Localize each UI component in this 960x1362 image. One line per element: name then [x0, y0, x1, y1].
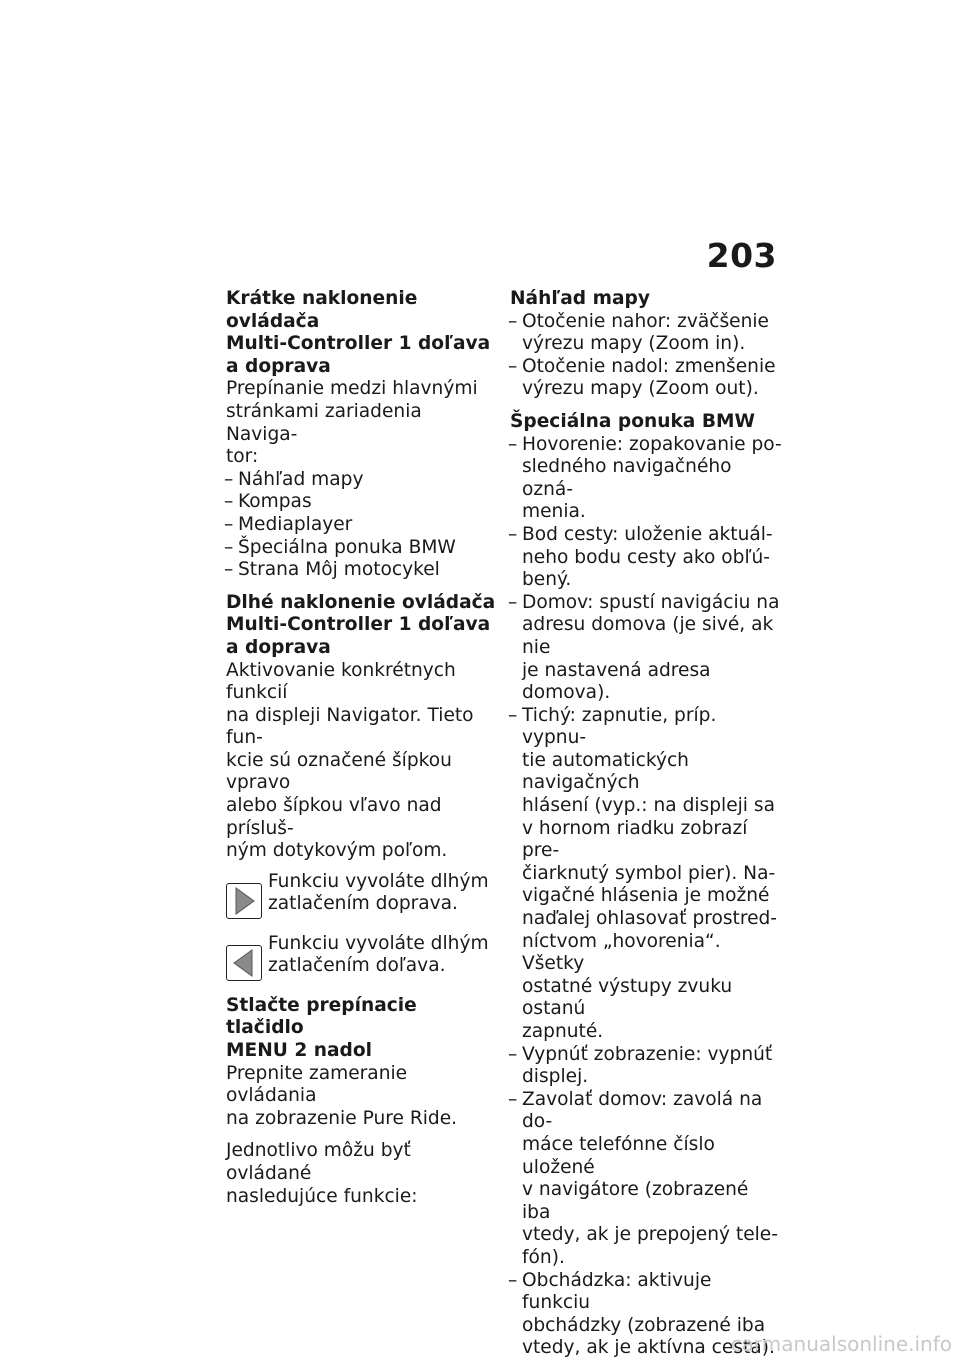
- text-line: kcie sú označené šípkou vpravo: [226, 749, 452, 794]
- text-line: je nastavená adresa domova).: [522, 659, 711, 704]
- list-item: – Obchádzka: aktivuje funkciu obchádzky (zobrazené iba vtedy, ak je aktívna cesta).: [510, 1270, 782, 1360]
- list-item: – Vypnúť zobrazenie: vypnúť displej.: [510, 1044, 782, 1089]
- text-line: na displeji Navigator. Tieto fun-: [226, 704, 474, 749]
- text-line: Jednotlivo môžu byť ovládané: [226, 1140, 411, 1184]
- right-column: [510, 288, 782, 1360]
- text-line: ným dotykovým poľom.: [226, 840, 448, 862]
- list-item: – Zavolať domov: zavolá na do- máce telefónne číslo uložené v navigátore (zobrazené iba vtedy, ak je prepojený tele- fón).: [510, 1089, 782, 1270]
- heading-line: Krátke naklonenie ovládača: [226, 288, 418, 332]
- list-item: – Otočenie nadol: zmenšenie výrezu mapy (Zoom out).: [510, 356, 782, 401]
- note-text: Funkciu vyvoláte dlhým zatlačením doľava.: [268, 932, 489, 977]
- text-line: vtedy, ak je prepojený tele-: [522, 1224, 778, 1246]
- text-line: fón).: [522, 1246, 565, 1268]
- section-heading: [226, 592, 496, 660]
- text-line: máce telefónne číslo uložené: [522, 1133, 715, 1178]
- text-line: Domov: spustí navigáciu na: [522, 591, 780, 613]
- watermark: carmanualsonline.info: [730, 1332, 952, 1356]
- heading-line: MENU 2 nadol: [226, 1040, 372, 1062]
- text-line: adresu domova (je sivé, ak nie: [522, 614, 774, 658]
- text-line: displej.: [522, 1066, 589, 1088]
- text-line: sledného navigačného ozná-: [522, 456, 732, 500]
- text-line: čiarknutý symbol pier). Na-: [522, 862, 776, 884]
- page-list: [226, 469, 496, 582]
- list-item: – Otočenie nahor: zväčšenie výrezu mapy (Zoom in).: [510, 311, 782, 356]
- text-line: Prepínanie medzi hlavnými: [226, 378, 478, 400]
- left-column: [226, 288, 496, 1208]
- section-heading: Náhľad mapy: [510, 288, 650, 309]
- text-line: v navigátore (zobrazené iba: [522, 1179, 749, 1223]
- text-line: tor:: [226, 446, 259, 468]
- text-line: zapnuté.: [522, 1021, 604, 1042]
- text-line: vigačné hlásenia je možné: [522, 885, 770, 907]
- list-item: – Špeciálna ponuka BMW: [224, 536, 456, 558]
- section-heading: [226, 995, 496, 1063]
- text-line: alebo šípkou vľavo nad prísluš-: [226, 795, 442, 839]
- heading-line: Dlhé naklonenie ovládača: [226, 591, 496, 613]
- text-line: v hornom riadku zobrazí pre-: [522, 817, 748, 862]
- arrow-left-icon: [226, 945, 262, 981]
- text-line: výrezu mapy (Zoom out).: [522, 378, 759, 400]
- list-item: – Mediaplayer: [224, 513, 353, 535]
- heading-line: Stlačte prepínacie tlačidlo: [226, 994, 417, 1039]
- heading-line: a doprava: [226, 636, 331, 658]
- text-line: výrezu mapy (Zoom in).: [522, 333, 746, 355]
- text-line: Vypnúť zobrazenie: vypnúť: [522, 1043, 773, 1065]
- paragraph: [226, 378, 496, 468]
- text-line: Prepnite zameranie ovládania: [226, 1062, 408, 1107]
- paragraph: [226, 660, 496, 863]
- text-line: nasledujúce funkcie:: [226, 1185, 418, 1207]
- paragraph: [226, 1063, 496, 1131]
- page-list: [510, 311, 782, 401]
- section-heading: Špeciálna ponuka BMW: [510, 410, 756, 432]
- text-line: na zobrazenie Pure Ride.: [226, 1107, 458, 1129]
- note-text: Funkciu vyvoláte dlhým zatlačením doprava.: [268, 870, 489, 915]
- list-item: – Kompas: [224, 491, 312, 513]
- list-item: – Domov: spustí navigáciu na adresu domova (je sivé, ak nie je nastavená adresa domova).: [510, 592, 782, 705]
- list-item: – Náhľad mapy: [224, 468, 364, 490]
- page-number: 203: [706, 236, 777, 275]
- text-line: vtedy, ak je aktívna cesta).: [522, 1337, 775, 1359]
- text-line: Zavolať domov: zavolá na do-: [522, 1088, 763, 1133]
- text-line: Otočenie nahor: zväčšenie: [522, 310, 769, 332]
- list-item: – Strana Môj motocykel: [224, 559, 440, 581]
- text-line: Aktivovanie konkrétnych funkcií: [226, 659, 456, 704]
- text-line: Bod cesty: uloženie aktuál-: [522, 523, 773, 545]
- text-line: Otočenie nadol: zmenšenie: [522, 355, 776, 377]
- note-long-press-left: [226, 933, 496, 981]
- text-line: tie automatických navigačných: [522, 749, 689, 794]
- list-item: – Hovorenie: zopakovanie po- sledného navigačného ozná- menia.: [508, 433, 782, 523]
- text-line: obchádzky (zobrazené iba: [522, 1314, 766, 1336]
- text-line: Tichý: zapnutie, príp. vypnu-: [522, 704, 717, 749]
- heading-line: Multi-Controller 1 doľava: [226, 614, 491, 636]
- section-heading: [226, 288, 496, 378]
- text-line: stránkami zariadenia Naviga-: [226, 400, 422, 445]
- text-line: Obchádzka: aktivuje funkciu: [522, 1269, 712, 1314]
- list-item: – Tichý: zapnutie, príp. vypnu- tie automatických navigačných hlásení (vyp.: na displeji sa v hornom riadku zobrazí pre- čiarknutý symbol pier). Na- vigačné hlásenia je možné naďalej ohlasovať prostred- níctvom „hovorenia“. Všetky ostatné výstupy zvuku ostanú zapnuté.: [510, 705, 782, 1044]
- text-line: hlásení (vyp.: na displeji sa: [522, 795, 775, 817]
- list-item: – Bod cesty: uloženie aktuál- neho bodu cesty ako obľú- bený.: [510, 524, 782, 592]
- page-list: [510, 434, 782, 1360]
- heading-line: a doprava: [226, 355, 331, 377]
- text-line: níctvom „hovorenia“. Všetky: [522, 930, 721, 975]
- arrow-right-icon: [226, 883, 262, 919]
- text-line: ostatné výstupy zvuku ostanú: [522, 975, 733, 1020]
- text-line: naďalej ohlasovať prostred-: [522, 908, 778, 930]
- text-line: Hovorenie: zopakovanie po-: [522, 433, 782, 455]
- text-line: menia.: [522, 501, 586, 523]
- paragraph: [226, 1140, 496, 1208]
- heading-line: Multi-Controller 1 doľava: [226, 333, 491, 355]
- text-line: neho bodu cesty ako obľú-: [522, 546, 770, 568]
- note-long-press-right: [226, 871, 496, 919]
- text-line: bený.: [522, 569, 572, 591]
